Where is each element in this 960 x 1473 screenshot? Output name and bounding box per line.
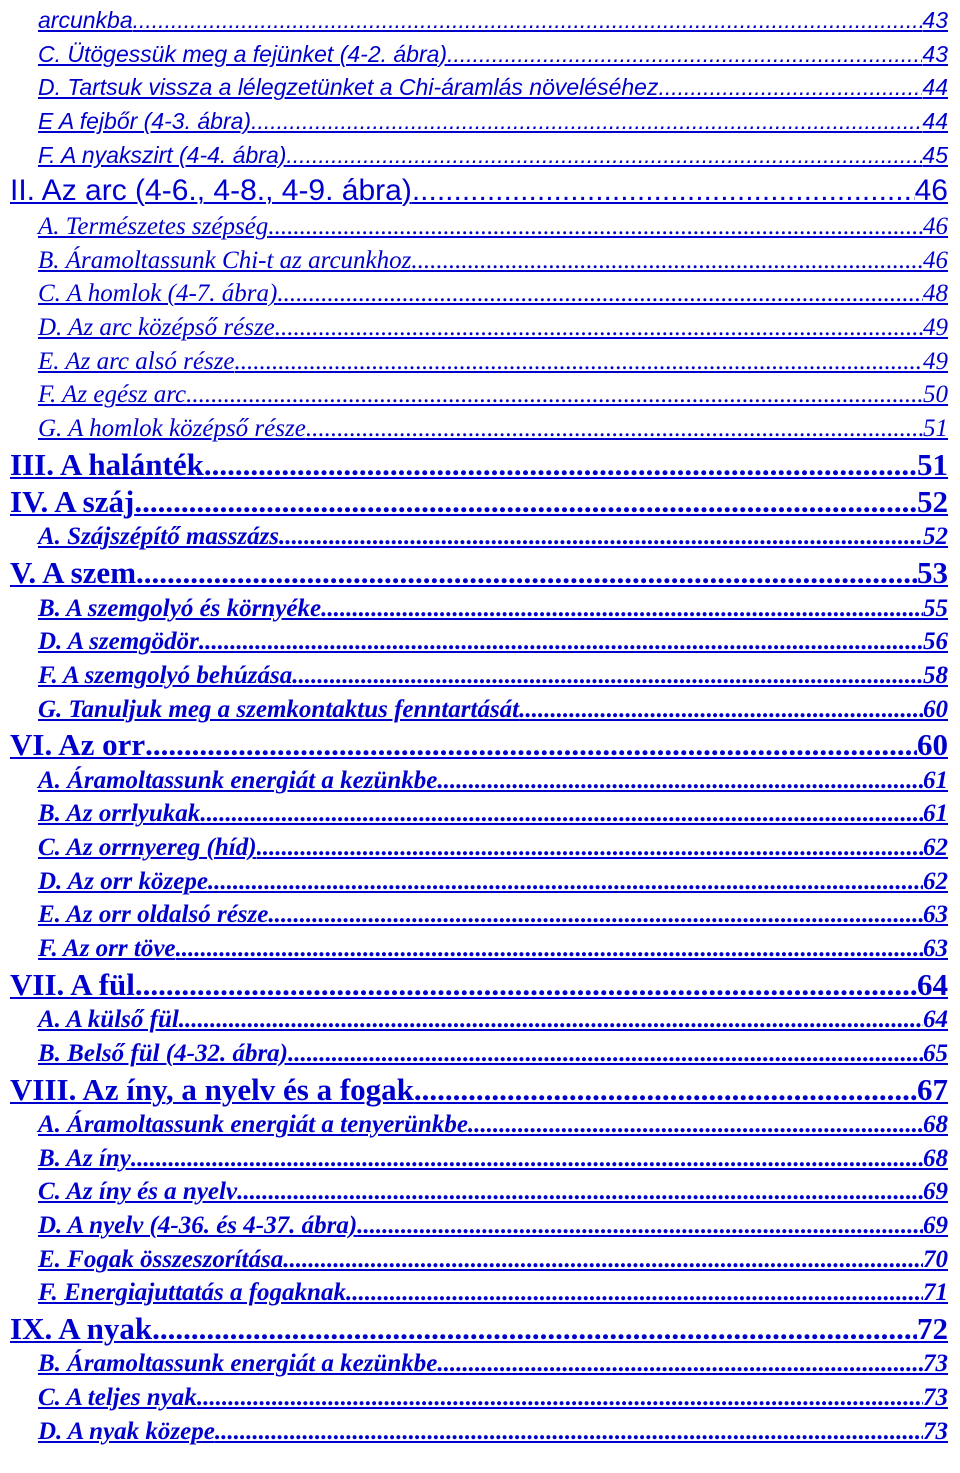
toc-entry[interactable] (0, 1037, 960, 1071)
toc-entry-page-number: 64 (923, 1006, 948, 1034)
dot-leader (412, 172, 915, 209)
dot-leader (251, 105, 922, 139)
dot-leader (277, 277, 923, 311)
dot-leader (133, 4, 923, 38)
toc-entry-title: III. A halánték (10, 446, 204, 482)
toc-entry-title: G. Tanuljuk meg a szemkontaktus fenntartását (38, 695, 520, 723)
toc-entry-page-number: 62 (923, 834, 948, 862)
toc-entry-title: IV. A száj (10, 484, 135, 520)
dot-leader (468, 1108, 923, 1142)
dot-leader (186, 378, 923, 412)
dot-leader (411, 244, 923, 278)
toc-entry[interactable] (0, 520, 960, 554)
dot-leader (283, 1243, 923, 1277)
toc-entry-title: E A fejbőr (4-3. ábra) (38, 108, 252, 135)
toc-entry[interactable] (0, 1276, 960, 1310)
toc-entry[interactable] (0, 1142, 960, 1176)
toc-entry[interactable] (0, 1243, 960, 1277)
toc-entry-title: D. A nyak közepe (38, 1417, 215, 1445)
toc-entry-title: C. A homlok (4-7. ábra) (38, 280, 278, 308)
dot-leader (275, 311, 923, 345)
toc-entry-title: F. A nyakszirt (4-4. ábra) (38, 141, 287, 168)
toc-entry-page-number: 51 (923, 414, 948, 442)
toc-entry[interactable] (0, 412, 960, 446)
toc-entry[interactable] (0, 1108, 960, 1142)
dot-leader (437, 764, 923, 798)
toc-entry[interactable] (0, 625, 960, 659)
dot-leader (257, 831, 923, 865)
toc-entry[interactable] (0, 797, 960, 831)
dot-leader (152, 1310, 917, 1347)
toc-entry-page-number: 68 (923, 1110, 948, 1138)
dot-leader (215, 1415, 923, 1449)
toc-entry[interactable] (0, 38, 960, 72)
toc-entry-title: F. Energiajuttatás a fogaknak (38, 1279, 346, 1307)
toc-entry-page-number: 49 (923, 313, 948, 341)
toc-entry-title: VI. Az orr (10, 727, 146, 763)
toc-entry[interactable] (0, 831, 960, 865)
toc-entry-page-number: 67 (917, 1071, 948, 1107)
toc-entry[interactable] (0, 4, 960, 38)
toc-entry-page-number: 61 (923, 766, 948, 794)
toc-entry[interactable] (0, 71, 960, 105)
toc-entry-title: D. A nyelv (4-36. és 4-37. ábra) (38, 1211, 358, 1239)
toc-entry-title: C. Az orrnyereg (híd) (38, 834, 257, 862)
toc-entry-title: E. Az orr oldalsó része (38, 901, 269, 929)
toc-entry[interactable] (0, 277, 960, 311)
table-of-contents (0, 4, 960, 1449)
toc-entry-page-number: 73 (923, 1417, 948, 1445)
dot-leader (197, 1381, 923, 1415)
dot-leader (519, 693, 923, 727)
toc-entry[interactable] (0, 592, 960, 626)
toc-entry-page-number: 50 (923, 381, 948, 409)
toc-entry-page-number: 60 (917, 727, 948, 763)
toc-entry-page-number: 68 (923, 1144, 948, 1172)
toc-entry-title: B. Belső fül (4-32. ábra) (38, 1039, 288, 1067)
toc-entry-title: VII. A fül (10, 966, 135, 1002)
toc-entry[interactable] (0, 554, 960, 591)
toc-entry-title: D. Az arc középső része (38, 313, 275, 341)
dot-leader (306, 412, 923, 446)
toc-entry[interactable] (0, 244, 960, 278)
dot-leader (279, 520, 923, 554)
dot-leader (145, 726, 917, 763)
toc-entry[interactable] (0, 1415, 960, 1449)
toc-entry[interactable] (0, 311, 960, 345)
toc-entry[interactable] (0, 932, 960, 966)
toc-entry[interactable] (0, 483, 960, 520)
toc-entry[interactable] (0, 105, 960, 139)
dot-leader (447, 38, 922, 72)
toc-entry-title: B. Az orrlyukak (38, 800, 201, 828)
toc-entry-page-number: 72 (917, 1311, 948, 1347)
dot-leader (346, 1276, 923, 1310)
toc-entry[interactable] (0, 1003, 960, 1037)
toc-entry[interactable] (0, 1071, 960, 1108)
toc-entry-page-number: 64 (917, 966, 948, 1002)
toc-entry-page-number: 60 (923, 695, 948, 723)
toc-entry-title: VIII. Az íny, a nyelv és a fogak (10, 1071, 414, 1107)
toc-entry-title: F. A szemgolyó behúzása (38, 661, 293, 689)
toc-entry[interactable] (0, 378, 960, 412)
toc-entry-title: F. Az egész arc (38, 381, 187, 409)
dot-leader (437, 1347, 923, 1381)
dot-leader (321, 592, 923, 626)
toc-entry[interactable] (0, 1310, 960, 1347)
toc-entry-title: A. A külső fül (38, 1006, 179, 1034)
toc-entry-page-number: 43 (922, 7, 948, 33)
dot-leader (179, 1003, 923, 1037)
toc-entry[interactable] (0, 764, 960, 798)
toc-entry-page-number: 56 (923, 628, 948, 656)
toc-entry-page-number: 73 (923, 1384, 948, 1412)
toc-entry[interactable] (0, 1381, 960, 1415)
toc-entry-title: D. A szemgödör (38, 628, 199, 656)
dot-leader (204, 446, 917, 483)
toc-entry-page-number: 49 (923, 347, 948, 375)
toc-entry-page-number: 43 (922, 40, 948, 67)
dot-leader (658, 71, 922, 105)
toc-entry-title: A. Áramoltassunk energiát a kezünkbe (38, 766, 438, 794)
toc-entry-title: C. Ütögessük meg a fejünket (4-2. ábra) (38, 40, 448, 67)
dot-leader (235, 345, 923, 379)
toc-entry-page-number: 62 (923, 867, 948, 895)
toc-entry-page-number: 52 (917, 484, 948, 520)
toc-entry-title: E. Fogak összeszorítása (38, 1245, 284, 1273)
toc-entry[interactable] (0, 966, 960, 1003)
dot-leader (135, 966, 917, 1003)
dot-leader (134, 483, 917, 520)
toc-entry-page-number: 53 (917, 555, 948, 591)
dot-leader (200, 797, 923, 831)
dot-leader (288, 1037, 923, 1071)
toc-entry[interactable] (0, 1175, 960, 1209)
dot-leader (292, 659, 923, 693)
toc-entry-page-number: 61 (923, 800, 948, 828)
dot-leader (237, 1175, 923, 1209)
toc-entry-page-number: 44 (922, 74, 948, 101)
toc-entry-title: B. Áramoltassunk Chi-t az arcunkhoz (38, 246, 412, 274)
toc-entry[interactable] (0, 898, 960, 932)
toc-entry-page-number: 55 (923, 594, 948, 622)
toc-entry-page-number: 51 (917, 446, 948, 482)
toc-entry-page-number: 65 (923, 1039, 948, 1067)
dot-leader (268, 210, 923, 244)
toc-entry[interactable] (0, 172, 960, 209)
toc-entry-title: V. A szem (10, 555, 137, 591)
toc-entry-title: A. Szájszépítő masszázs (38, 523, 280, 551)
toc-entry-page-number: 46 (914, 174, 948, 208)
dot-leader (268, 898, 923, 932)
toc-entry[interactable] (0, 1209, 960, 1243)
toc-entry-page-number: 45 (922, 141, 948, 168)
toc-entry-page-number: 46 (923, 212, 948, 240)
toc-entry-page-number: 70 (923, 1245, 948, 1273)
toc-entry-page-number: 44 (922, 108, 948, 135)
toc-entry-title: B. Áramoltassunk energiát a kezünkbe (38, 1350, 438, 1378)
toc-entry-page-number: 52 (923, 523, 948, 551)
toc-entry-title: E. Az arc alsó része (38, 347, 235, 375)
toc-entry-title: C. A teljes nyak (38, 1384, 197, 1412)
toc-entry[interactable] (0, 693, 960, 727)
toc-entry-page-number: 69 (923, 1178, 948, 1206)
toc-entry-title: F. Az orr töve (38, 935, 176, 963)
toc-entry-title: D. Tartsuk vissza a lélegzetünket a Chi-áramlás növeléséhez (38, 74, 659, 101)
toc-entry-page-number: 71 (923, 1279, 948, 1307)
toc-entry[interactable] (0, 210, 960, 244)
dot-leader (176, 932, 923, 966)
dot-leader (414, 1071, 917, 1108)
toc-entry-title: II. Az arc (4-6., 4-8., 4-9. ábra) (10, 174, 412, 208)
toc-entry-title: D. Az orr közepe (38, 867, 208, 895)
toc-entry-page-number: 63 (923, 935, 948, 963)
toc-entry-title: C. Az íny és a nyelv (38, 1178, 238, 1206)
toc-entry-title: A. Áramoltassunk energiát a tenyerünkbe (38, 1110, 468, 1138)
toc-entry[interactable] (0, 865, 960, 899)
toc-entry[interactable] (0, 659, 960, 693)
dot-leader (357, 1209, 923, 1243)
dot-leader (136, 554, 917, 591)
toc-entry-page-number: 69 (923, 1211, 948, 1239)
toc-entry[interactable] (0, 726, 960, 763)
toc-entry[interactable] (0, 1347, 960, 1381)
toc-entry-title: arcunkba (38, 7, 133, 33)
toc-entry-page-number: 58 (923, 661, 948, 689)
toc-entry-page-number: 46 (923, 246, 948, 274)
toc-entry-title: A. Természetes szépség (38, 212, 269, 240)
toc-entry-title: B. Az íny (38, 1144, 131, 1172)
toc-entry[interactable] (0, 345, 960, 379)
toc-entry-title: IX. A nyak (10, 1311, 153, 1347)
toc-entry[interactable] (0, 446, 960, 483)
dot-leader (208, 865, 923, 899)
dot-leader (286, 139, 922, 173)
toc-entry-title: G. A homlok középső része (38, 414, 306, 442)
toc-entry-page-number: 63 (923, 901, 948, 929)
dot-leader (199, 625, 923, 659)
toc-entry-page-number: 73 (923, 1350, 948, 1378)
toc-entry-title: B. A szemgolyó és környéke (38, 594, 322, 622)
toc-entry[interactable] (0, 139, 960, 173)
toc-entry-page-number: 48 (923, 280, 948, 308)
dot-leader (131, 1142, 923, 1176)
